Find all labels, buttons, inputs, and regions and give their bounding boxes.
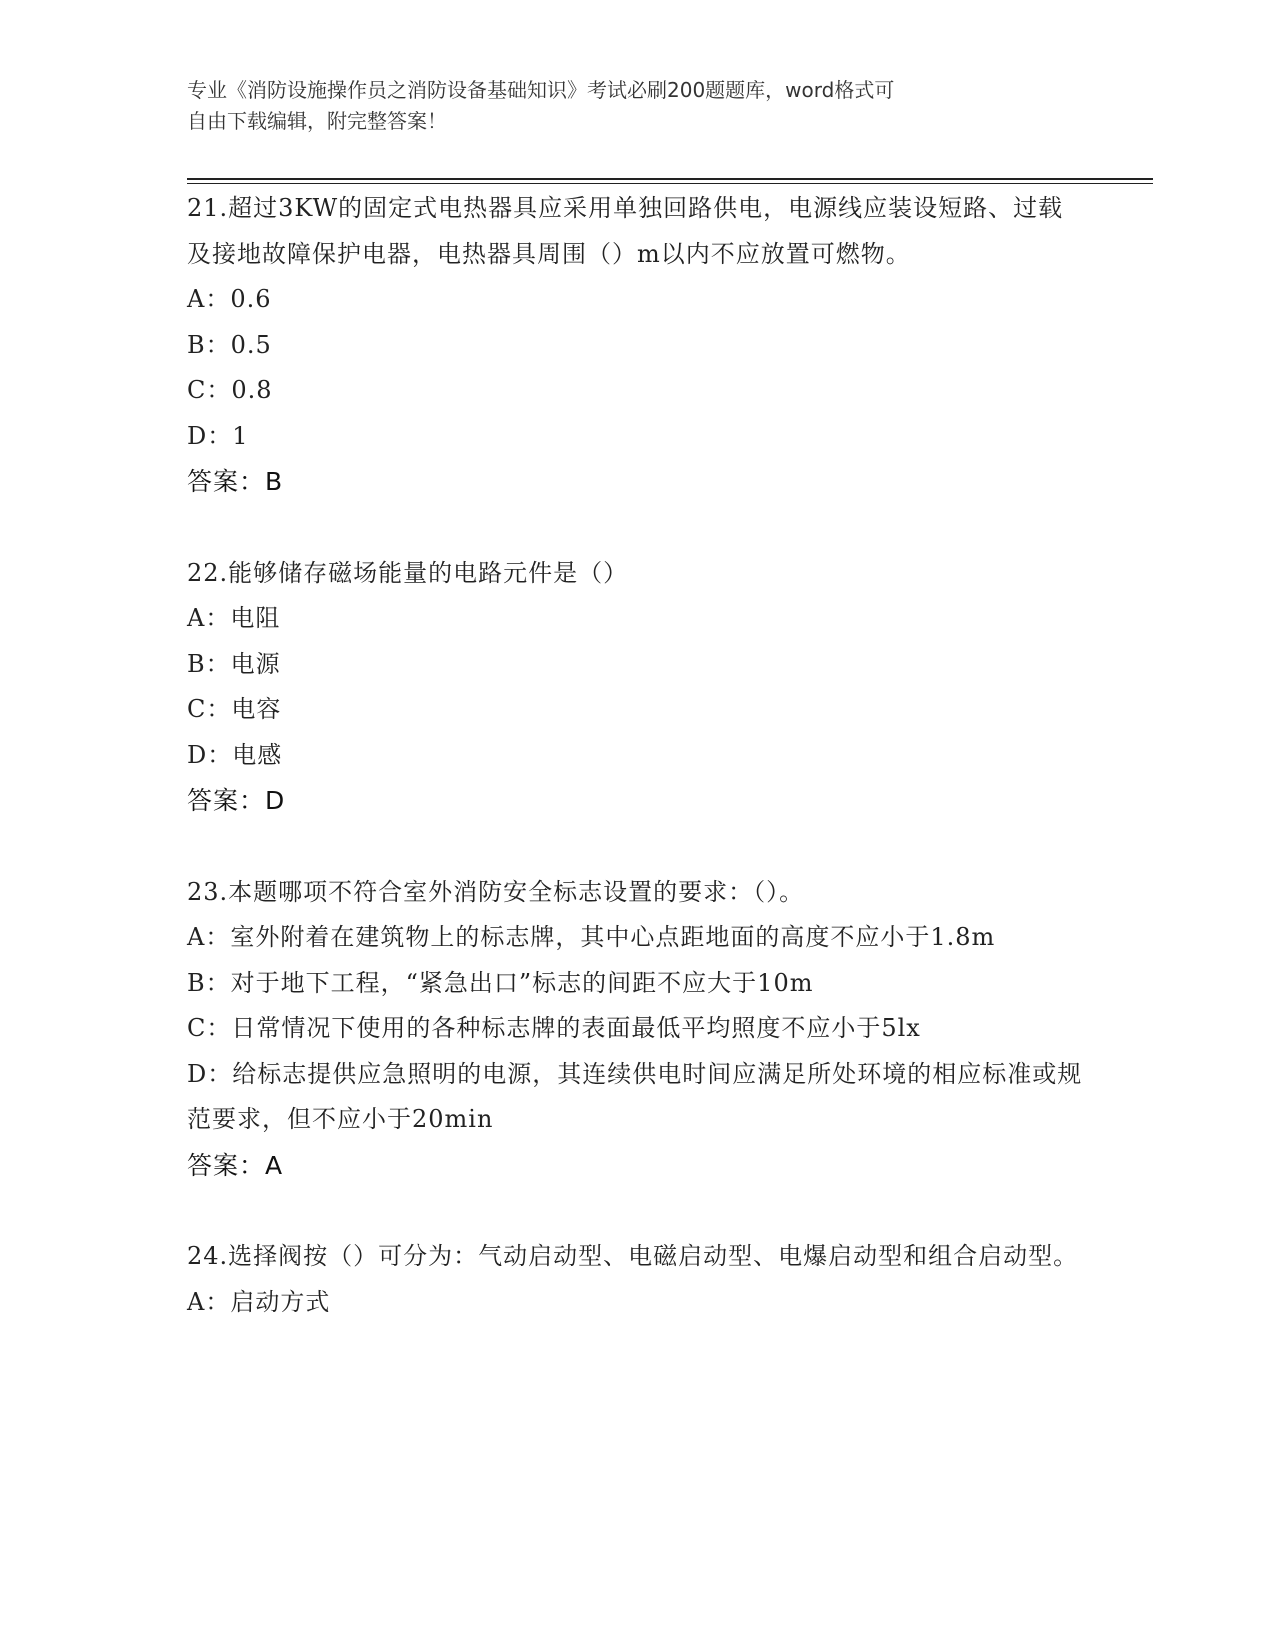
question-stem: 22.能够储存磁场能量的电路元件是（）: [187, 558, 629, 587]
question-23: [187, 870, 1087, 1189]
question-21: [187, 186, 1087, 505]
answer-line: 答案：A: [187, 1150, 284, 1180]
option-d: D：给标志提供应急照明的电源，其连续供电时间应满足所处环境的相应标准或规范要求，但不应小于20min: [187, 1059, 1083, 1133]
header-divider: [187, 178, 1153, 180]
question-stem: 24.选择阀按（）可分为：气动启动型、电磁启动型、电爆启动型和组合启动型。: [187, 1242, 1079, 1270]
question-list: [187, 186, 1087, 1371]
header-line-2: 自由下载编辑，附完整答案！: [187, 109, 447, 133]
option-a: A：电阻: [187, 604, 281, 632]
question-stem: 21.超过3KW的固定式电热器具应采用单独回路供电，电源线应装设短路、过载及接地故障保护电器，电热器具周围（）m以内不应放置可燃物。: [187, 194, 1064, 268]
option-b: B：对于地下工程，“紧急出口”标志的间距不应大于10m: [187, 968, 814, 997]
option-a: A：启动方式: [187, 1287, 331, 1316]
question-stem: 23.本题哪项不符合室外消防安全标志设置的要求：（）。: [187, 877, 805, 906]
option-a: A：室外附着在建筑物上的标志牌，其中心点距地面的高度不应小于1.8m: [187, 923, 996, 951]
question-22: [187, 551, 1087, 824]
option-c: C：日常情况下使用的各种标志牌的表面最低平均照度不应小于5lx: [187, 1014, 921, 1042]
option-a: A：0.6: [187, 285, 272, 313]
option-b: B：电源: [187, 649, 281, 678]
document-header: [187, 75, 1087, 137]
option-d: D：1: [187, 421, 249, 450]
option-c: C：0.8: [187, 376, 273, 404]
option-c: C：电容: [187, 695, 282, 723]
header-line-1: 专业《消防设施操作员之消防设备基础知识》考试必刷200题题库，word格式可: [187, 78, 895, 102]
header-divider-thin: [187, 183, 1153, 184]
option-b: B：0.5: [187, 330, 272, 359]
question-24: [187, 1234, 1087, 1325]
answer-line: 答案：D: [187, 786, 286, 815]
answer-line: 答案：B: [187, 467, 284, 496]
option-d: D：电感: [187, 740, 283, 769]
